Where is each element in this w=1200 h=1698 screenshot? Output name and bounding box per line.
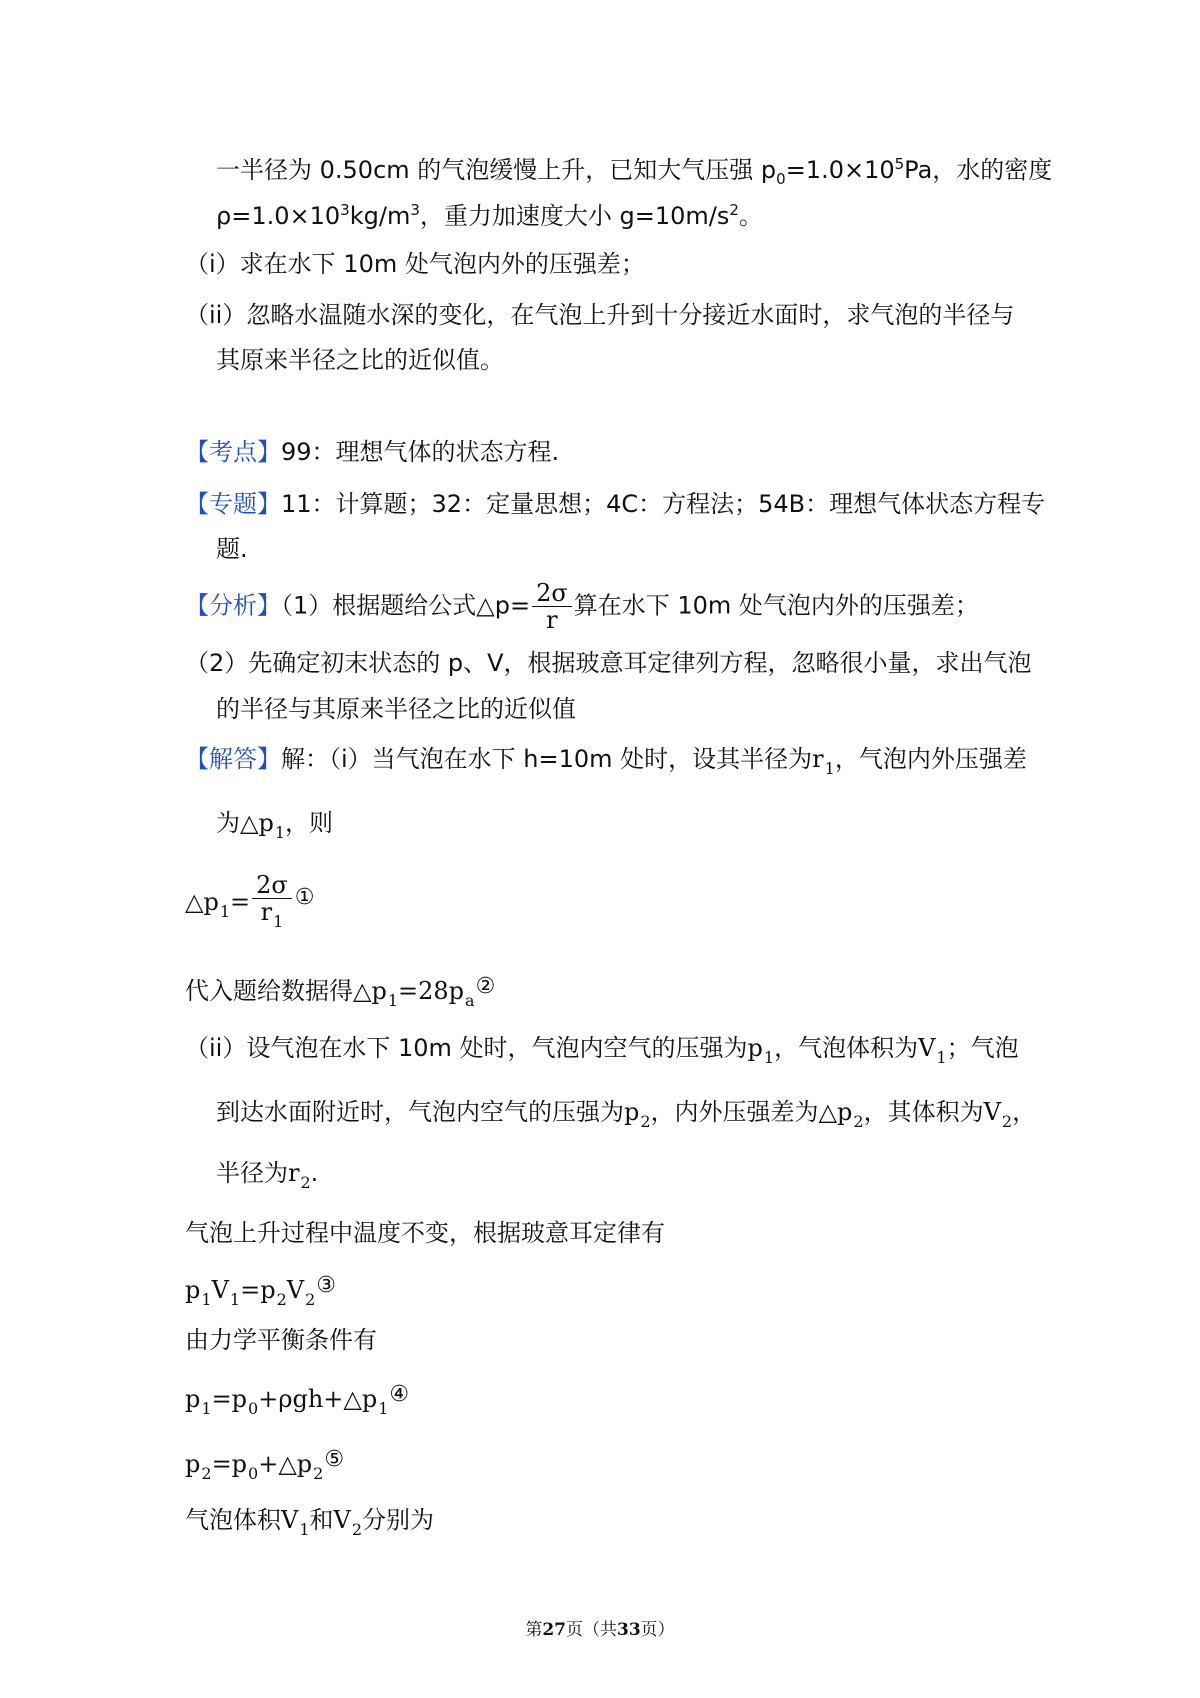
- subscript: 1: [936, 1048, 947, 1067]
- math-symbol: V: [286, 1276, 305, 1304]
- jieda-text: 为: [216, 809, 240, 837]
- page-number: 27: [542, 1620, 566, 1640]
- jieda-line-3: [185, 969, 495, 1019]
- math-symbol: =: [230, 888, 251, 916]
- equation-marker: ①: [294, 885, 315, 910]
- problem-text: 。: [738, 202, 763, 230]
- problem-line-1: [216, 152, 1052, 188]
- jieda-text: ，气泡体积为: [774, 1034, 919, 1062]
- jieda-text: 到达水面附近时，气泡内空气的压强为: [216, 1098, 624, 1126]
- math-symbol: =28p: [398, 977, 465, 1005]
- total-pages: 33: [617, 1620, 641, 1640]
- question-ii-line-1: （ii）忽略水温随水深的变化，在气泡上升到十分接近水面时，求气泡的半径与: [185, 301, 1015, 329]
- jieda-text: ，内外压强差为: [650, 1098, 819, 1126]
- superscript: 3: [340, 201, 350, 219]
- math-symbol: △p: [818, 1098, 853, 1126]
- jieda-text: （ii）设气泡在水下 10m 处时，气泡内空气的压强为: [185, 1034, 748, 1062]
- math-symbol: △p: [240, 809, 274, 837]
- math-symbol: p: [185, 1385, 201, 1413]
- kaodian-text: 99：理想气体的状态方程.: [281, 438, 560, 466]
- jieda-text: 分别为: [362, 1506, 435, 1534]
- boyle-intro: 气泡上升过程中温度不变，根据玻意耳定律有: [185, 1219, 665, 1247]
- math-symbol: +△p: [258, 1450, 313, 1478]
- math-symbol: =p: [211, 1385, 248, 1413]
- math-symbol: p: [185, 1276, 201, 1304]
- problem-text: 一半径为 0.50cm 的气泡缓慢上升，已知大气压强 p: [216, 156, 777, 184]
- math-symbol: △p: [185, 888, 219, 916]
- fenxi-text: 算在水下 10m 处气泡内外的压强差；: [573, 591, 979, 620]
- question-ii-line-2: 其原来半径之比的近似值。: [216, 346, 504, 374]
- fenxi-line-1: [185, 580, 979, 633]
- jieda-text: ；气泡: [946, 1034, 1019, 1062]
- equation-marker: ④: [389, 1382, 410, 1407]
- equation-marker: ②: [475, 974, 496, 999]
- equation-4: [185, 1377, 409, 1427]
- problem-text: kg/m: [349, 202, 411, 230]
- volume-line: [185, 1502, 434, 1548]
- math-symbol: V: [211, 1276, 229, 1304]
- subscript: 0: [776, 169, 786, 188]
- subscript: 1: [201, 1399, 212, 1418]
- kaodian-line: [185, 434, 559, 470]
- jieda-text: 代入题给数据得: [185, 977, 353, 1005]
- superscript: 3: [410, 201, 420, 219]
- kaodian-tag: 【考点】: [185, 438, 281, 466]
- jieda-ii-line-1: [185, 1030, 1019, 1076]
- balance-intro: 由力学平衡条件有: [185, 1326, 377, 1354]
- subscript: 1: [387, 991, 399, 1010]
- jieda-text: 气泡体积: [185, 1506, 281, 1534]
- equation-5: [185, 1442, 344, 1492]
- math-symbol: V: [281, 1506, 299, 1534]
- math-symbol: p: [185, 1450, 201, 1478]
- math-symbol: r: [260, 897, 273, 926]
- fenxi-line-3: 的半径与其原来半径之比的近似值: [216, 695, 576, 723]
- jieda-line-2: [216, 805, 333, 851]
- math-symbol: r: [812, 745, 824, 773]
- problem-text: Pa，水的密度: [904, 156, 1053, 184]
- math-symbol: V: [983, 1098, 1001, 1126]
- zhuanti-line-2: 题.: [216, 535, 248, 563]
- jieda-text: ，则: [285, 809, 334, 837]
- zhuanti-line-1: [185, 486, 1045, 522]
- footer-text: 第: [525, 1620, 543, 1640]
- subscript: 2: [640, 1112, 651, 1131]
- subscript: 1: [201, 1290, 212, 1309]
- fraction-numerator: 2σ: [536, 579, 568, 607]
- footer-text: 页（共: [566, 1620, 617, 1640]
- jieda-ii-line-2: [216, 1094, 1036, 1140]
- equation-1: [185, 868, 315, 942]
- subscript: 2: [351, 1520, 363, 1539]
- fenxi-tag: 【分析】: [185, 591, 281, 620]
- jieda-text: .: [310, 1159, 319, 1187]
- subscript: 1: [229, 1290, 241, 1309]
- fraction-denominator: r: [546, 606, 558, 634]
- subscript: 1: [219, 902, 231, 921]
- fraction-denominator: [252, 899, 292, 935]
- superscript: 2: [729, 201, 739, 219]
- math-symbol: +ρgh+△p: [258, 1385, 378, 1413]
- formula-fraction: [252, 872, 292, 935]
- problem-text: ，重力加速度大小 g=10m/s: [419, 202, 730, 230]
- math-symbol: △p: [353, 977, 387, 1005]
- superscript: 5: [894, 155, 905, 173]
- subscript: 2: [300, 1173, 311, 1192]
- subscript: 1: [273, 911, 284, 931]
- math-symbol: =p: [211, 1450, 248, 1478]
- math-symbol: V: [918, 1034, 936, 1062]
- subscript: 2: [313, 1464, 324, 1483]
- equation-3: [185, 1268, 336, 1318]
- math-symbol: r: [288, 1159, 300, 1187]
- jieda-text: 半径为: [216, 1159, 288, 1187]
- jieda-text: 解：（i）当气泡在水下 h=10m 处时，设其半径为: [281, 745, 813, 773]
- fenxi-line-2: （2）先确定初末状态的 p、V，根据玻意耳定律列方程，忽略很小量，求出气泡: [185, 649, 1032, 677]
- jieda-text: ，: [1012, 1098, 1037, 1126]
- equation-marker: ③: [316, 1273, 337, 1298]
- subscript: 2: [853, 1112, 864, 1131]
- jieda-ii-line-3: [216, 1155, 318, 1201]
- subscript: 1: [299, 1520, 310, 1539]
- fenxi-text: （1）根据题给公式△p=: [281, 591, 531, 620]
- subscript: 2: [305, 1290, 316, 1309]
- jieda-text: ，气泡内外压强差: [834, 745, 1027, 773]
- subscript: 0: [248, 1464, 259, 1483]
- footer-text: 页）: [640, 1620, 675, 1640]
- subscript: 2: [1001, 1112, 1013, 1131]
- jieda-text: ，其体积为: [863, 1098, 984, 1126]
- math-symbol: p: [747, 1034, 763, 1062]
- subscript: 2: [201, 1464, 212, 1483]
- jieda-line-1: [185, 741, 1027, 787]
- subscript: 1: [824, 759, 835, 778]
- fraction-numerator: 2σ: [256, 870, 288, 899]
- subscript: 0: [248, 1399, 259, 1418]
- math-symbol: p: [624, 1098, 640, 1126]
- math-symbol: V: [333, 1506, 351, 1534]
- math-symbol: =p: [240, 1276, 276, 1304]
- subscript: a: [465, 991, 475, 1010]
- zhuanti-text: 11：计算题；32：定量思想；4C：方程法；54B：理想气体状态方程专: [281, 490, 1046, 518]
- subscript: 1: [378, 1399, 389, 1418]
- formula-fraction: [532, 580, 572, 633]
- problem-line-2: [216, 198, 763, 234]
- subscript: 1: [274, 823, 286, 842]
- problem-text: =1.0×10: [785, 156, 895, 184]
- page-footer: [0, 1615, 1200, 1640]
- zhuanti-tag: 【专题】: [185, 490, 281, 518]
- problem-text: ρ=1.0×10: [216, 202, 341, 230]
- subscript: 1: [763, 1048, 775, 1067]
- equation-marker: ⑤: [324, 1447, 345, 1472]
- subscript: 2: [276, 1290, 287, 1309]
- jieda-text: 和: [309, 1506, 334, 1534]
- question-i: （i）求在水下 10m 处气泡内外的压强差；: [185, 250, 645, 278]
- jieda-tag: 【解答】: [185, 745, 281, 773]
